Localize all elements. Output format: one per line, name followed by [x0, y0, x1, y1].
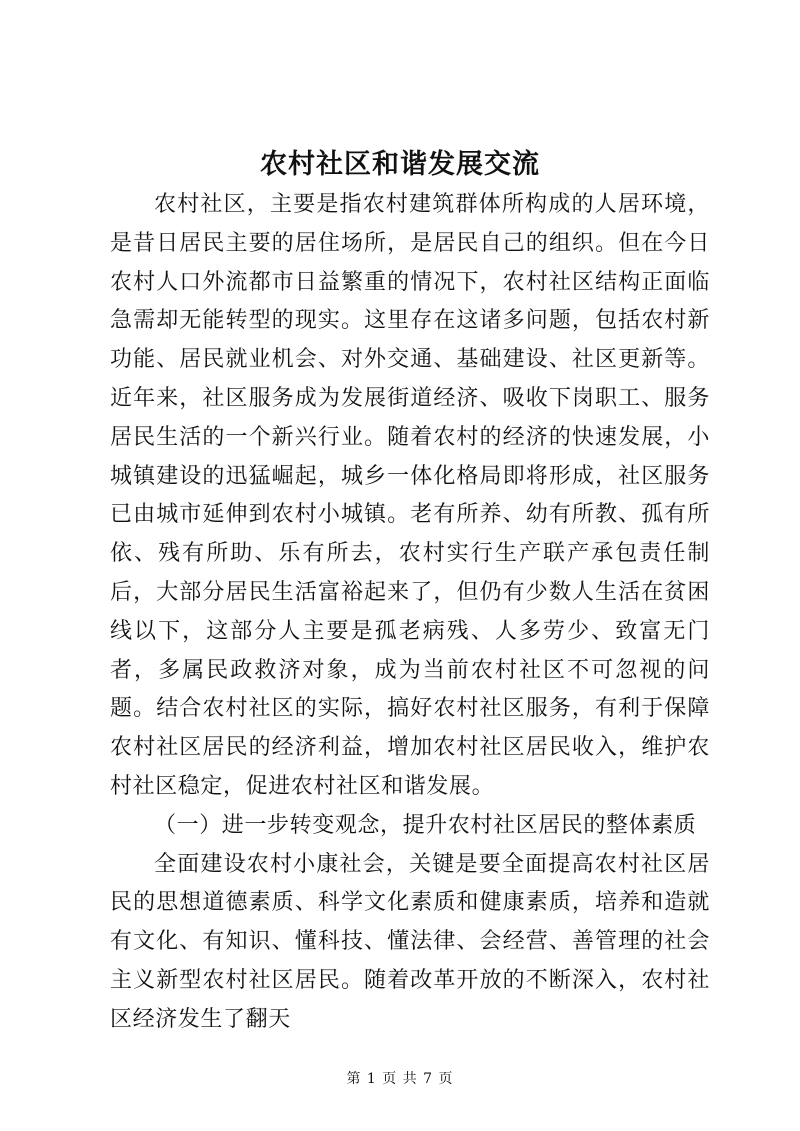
- page-number-footer: 第 1 页 共 7 页: [346, 1071, 454, 1087]
- section-paragraph: 全面建设农村小康社会，关键是要全面提高农村社区居民的思想道德素质、科学文化素质和健康素质，培养和造就有文化、有知识、懂科技、懂法律、会经营、善管理的社会主义新型农村社区居民。随着改革开放的不断深入，农村社区经济发生了翻天: [110, 851, 710, 1032]
- intro-paragraph: 农村社区，主要是指农村建筑群体所构成的人居环境，是昔日居民主要的居住场所，是居民自己的组织。但在今日农村人口外流都市日益繁重的情况下，农村社区结构正面临急需却无能转型的现实。这里存在这诸多问题，包括农村新功能、居民就业机会、对外交通、基础建设、社区更新等。近年来，社区服务成为发展街道经济、吸收下岗职工、服务居民生活的一个新兴行业。随着农村的经济的快速发展，小城镇建设的迅猛崛起，城乡一体化格局即将形成，社区服务已由城市延伸到农村小城镇。老有所养、幼有所教、孤有所依、残有所助、乐有所去，农村实行生产联产承包责任制后，大部分居民生活富裕起来了，但仍有少数人生活在贫困线以下，这部分人主要是孤老病残、人多劳少、致富无门者，多属民政救济对象，成为当前农村社区不可忽视的问题。结合农村社区的实际，搞好农村社区服务，有利于保障农村社区居民的经济利益，增加农村社区居民收入，维护农村社区稳定，促进农村社区和谐发展。: [110, 192, 710, 799]
- document-title: 农村社区和谐发展交流: [260, 149, 540, 180]
- document-body: [110, 186, 710, 1040]
- section-heading: （一）进一步转变观念，提升农村社区居民的整体素质: [154, 812, 697, 838]
